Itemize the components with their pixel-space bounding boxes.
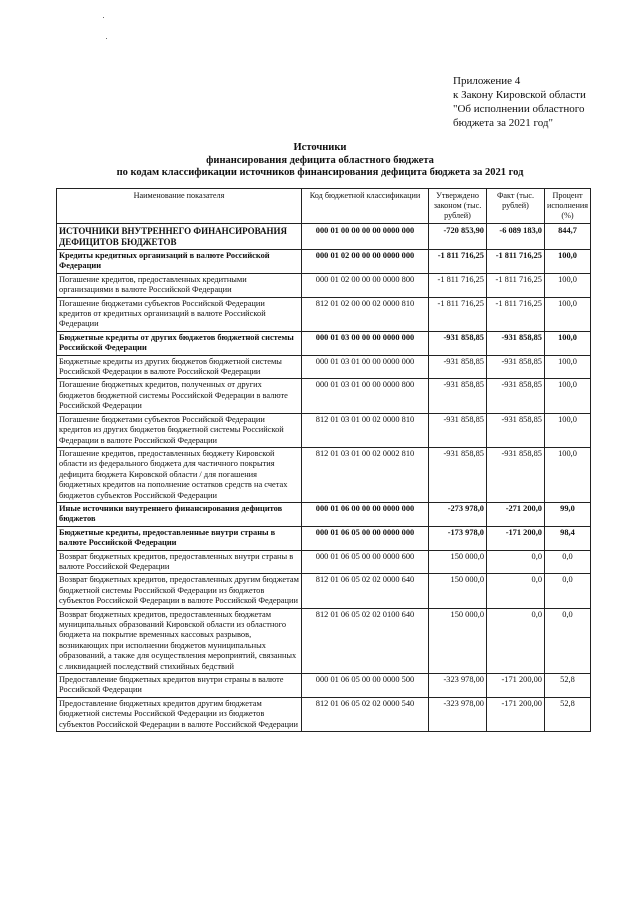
row-name: Предоставление бюджетных кредитов другим бюджетам бюджетной системы Российской Федерации из бюджетов субъектов Российской Федерации в валюте Российской Федерации <box>57 697 302 731</box>
row-name: Погашение кредитов, предоставленных бюджету Кировской области из федерального бюджета для частичного покрытия дефицита бюджета Кировской области / для погашения бюджетных кредитов на пополнение остатков средств на счетах бюджетов субъектов Российской Федерации <box>57 447 302 502</box>
row-percent: 98,4 <box>545 526 591 550</box>
row-name: Возврат бюджетных кредитов, предоставленных другим бюджетам бюджетной системы Российской Федерации из бюджетов субъектов Российской Федерации в валюте Российской Федерации <box>57 574 302 608</box>
table-row <box>57 674 591 698</box>
row-percent: 100,0 <box>545 331 591 355</box>
row-actual: -1 811 716,25 <box>487 273 545 297</box>
row-code: 812 01 03 01 00 02 0002 810 <box>302 447 429 502</box>
row-code: 000 01 03 01 00 00 0000 000 <box>302 355 429 379</box>
row-code: 000 01 02 00 00 00 0000 800 <box>302 273 429 297</box>
row-approved: 150 000,0 <box>429 574 487 608</box>
row-actual: -271 200,0 <box>487 502 545 526</box>
table-row <box>57 608 591 673</box>
title-line-1: Источники <box>293 142 347 153</box>
row-name: Погашение бюджетных кредитов, полученных от других бюджетов бюджетной системы Российской Федерации в валюте Российской Федерации <box>57 379 302 413</box>
table-header-row <box>57 189 591 224</box>
row-name: Бюджетные кредиты от других бюджетов бюджетной системы Российской Федерации <box>57 331 302 355</box>
row-name: ИСТОЧНИКИ ВНУТРЕННЕГО ФИНАНСИРОВАНИЯ ДЕФИЦИТОВ БЮДЖЕТОВ <box>57 224 302 250</box>
row-approved: -323 978,00 <box>429 697 487 731</box>
table-row <box>57 697 591 731</box>
row-code: 812 01 02 00 00 02 0000 810 <box>302 297 429 331</box>
table-row <box>57 297 591 331</box>
row-approved: -931 858,85 <box>429 447 487 502</box>
appendix-line-2: к Закону Кировской области <box>453 89 586 101</box>
row-code: 000 01 03 01 00 00 0000 800 <box>302 379 429 413</box>
title-line-2: финансирования дефицита областного бюджета <box>206 154 434 166</box>
row-code: 000 01 06 00 00 00 0000 000 <box>302 502 429 526</box>
row-code: 812 01 06 05 02 02 0000 640 <box>302 574 429 608</box>
table-row <box>57 250 591 274</box>
header-approved: Утверждено законом (тыс. рублей) <box>429 189 487 224</box>
row-actual: -931 858,85 <box>487 413 545 447</box>
row-percent: 100,0 <box>545 355 591 379</box>
row-percent: 100,0 <box>545 250 591 274</box>
row-code: 812 01 06 05 02 02 0000 540 <box>302 697 429 731</box>
table-row <box>57 502 591 526</box>
row-actual: -171 200,0 <box>487 526 545 550</box>
header-actual: Факт (тыс. рублей) <box>487 189 545 224</box>
appendix-line-3: "Об исполнении областного <box>453 103 585 115</box>
row-actual: 0,0 <box>487 550 545 574</box>
row-approved: -1 811 716,25 <box>429 273 487 297</box>
row-name: Бюджетные кредиты из других бюджетов бюджетной системы Российской Федерации в валюте Российской Федерации <box>57 355 302 379</box>
row-percent: 99,0 <box>545 502 591 526</box>
sources-table <box>56 188 591 732</box>
row-approved: -273 978,0 <box>429 502 487 526</box>
row-approved: -931 858,85 <box>429 355 487 379</box>
row-name: Погашение кредитов, предоставленных кредитными организациями в валюте Российской Федерации <box>57 273 302 297</box>
scan-speck <box>103 17 104 18</box>
row-name: Погашение бюджетами субъектов Российской Федерации кредитов от кредитных организаций в валюте Российской Федерации <box>57 297 302 331</box>
row-code: 000 01 06 05 00 00 0000 000 <box>302 526 429 550</box>
header-name: Наименование показателя <box>57 189 302 224</box>
header-code: Код бюджетной классификации <box>302 189 429 224</box>
table-row <box>57 331 591 355</box>
row-percent: 52,8 <box>545 674 591 698</box>
header-percent: Процент исполнения (%) <box>545 189 591 224</box>
row-actual: -931 858,85 <box>487 355 545 379</box>
row-actual: -171 200,00 <box>487 674 545 698</box>
row-approved: -1 811 716,25 <box>429 250 487 274</box>
row-actual: -931 858,85 <box>487 331 545 355</box>
row-percent: 0,0 <box>545 574 591 608</box>
table-row <box>57 413 591 447</box>
row-approved: -173 978,0 <box>429 526 487 550</box>
row-approved: 150 000,0 <box>429 550 487 574</box>
row-actual: -931 858,85 <box>487 447 545 502</box>
row-name: Бюджетные кредиты, предоставленные внутри страны в валюте Российской Федерации <box>57 526 302 550</box>
row-approved: -931 858,85 <box>429 331 487 355</box>
row-percent: 100,0 <box>545 273 591 297</box>
row-percent: 52,8 <box>545 697 591 731</box>
table-row <box>57 224 591 250</box>
row-name: Возврат бюджетных кредитов, предоставленных бюджетам муниципальных образований Кировской области из областного бюджета на покрытие временных кассовых разрывов, возникающих при исполнении бюджетов муниципальных образований, а также для осуществления мероприятий, связанных с ликвидацией последствий стихийных бедствий <box>57 608 302 673</box>
row-approved: -720 853,90 <box>429 224 487 250</box>
row-percent: 844,7 <box>545 224 591 250</box>
row-name: Иные источники внутреннего финансирования дефицитов бюджетов <box>57 502 302 526</box>
row-approved: -931 858,85 <box>429 413 487 447</box>
row-code: 812 01 06 05 02 02 0100 640 <box>302 608 429 673</box>
table-row <box>57 273 591 297</box>
scan-speck <box>106 38 107 39</box>
row-approved: -323 978,00 <box>429 674 487 698</box>
appendix-line-4: бюджета за 2021 год" <box>453 117 553 129</box>
appendix-note <box>453 74 586 130</box>
title-line-3: по кодам классификации источников финансирования дефицита бюджета за 2021 год <box>116 167 524 178</box>
table-row <box>57 355 591 379</box>
row-approved: 150 000,0 <box>429 608 487 673</box>
row-percent: 100,0 <box>545 379 591 413</box>
row-actual: -1 811 716,25 <box>487 250 545 274</box>
row-code: 000 01 00 00 00 00 0000 000 <box>302 224 429 250</box>
row-name: Погашение бюджетами субъектов Российской Федерации кредитов из других бюджетов бюджетной системы Российской Федерации в валюте Российской Федерации <box>57 413 302 447</box>
document-title <box>0 142 640 180</box>
row-code: 000 01 06 05 00 00 0000 600 <box>302 550 429 574</box>
table-row <box>57 526 591 550</box>
row-actual: 0,0 <box>487 574 545 608</box>
row-code: 000 01 06 05 00 00 0000 500 <box>302 674 429 698</box>
table-row <box>57 447 591 502</box>
row-percent: 0,0 <box>545 550 591 574</box>
row-actual: -6 089 183,0 <box>487 224 545 250</box>
row-percent: 100,0 <box>545 297 591 331</box>
row-name: Предоставление бюджетных кредитов внутри страны в валюте Российской Федерации <box>57 674 302 698</box>
row-actual: -1 811 716,25 <box>487 297 545 331</box>
row-actual: -931 858,85 <box>487 379 545 413</box>
row-code: 812 01 03 01 00 02 0000 810 <box>302 413 429 447</box>
row-name: Возврат бюджетных кредитов, предоставленных внутри страны в валюте Российской Федерации <box>57 550 302 574</box>
row-name: Кредиты кредитных организаций в валюте Российской Федерации <box>57 250 302 274</box>
row-actual: 0,0 <box>487 608 545 673</box>
row-code: 000 01 02 00 00 00 0000 000 <box>302 250 429 274</box>
row-percent: 100,0 <box>545 413 591 447</box>
row-approved: -1 811 716,25 <box>429 297 487 331</box>
row-approved: -931 858,85 <box>429 379 487 413</box>
table-row <box>57 574 591 608</box>
row-percent: 100,0 <box>545 447 591 502</box>
row-percent: 0,0 <box>545 608 591 673</box>
row-code: 000 01 03 00 00 00 0000 000 <box>302 331 429 355</box>
appendix-line-1: Приложение 4 <box>453 75 521 87</box>
row-actual: -171 200,00 <box>487 697 545 731</box>
table-row <box>57 379 591 413</box>
table-row <box>57 550 591 574</box>
